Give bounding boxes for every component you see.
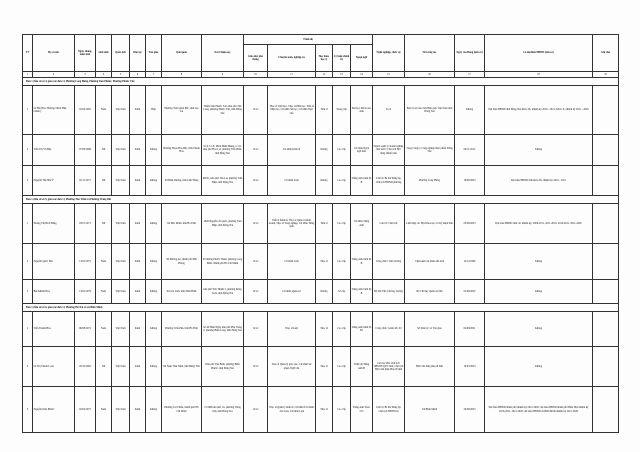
cell-ethnicity: Kinh bbox=[130, 347, 146, 387]
cell-prev-delegate: Không bbox=[485, 347, 593, 387]
cell-religion: Không bbox=[146, 387, 162, 433]
table-row bbox=[23, 347, 619, 387]
cell-tt: 3 bbox=[23, 166, 33, 196]
cell-tt: 1 bbox=[23, 86, 33, 135]
cell-name: Bùi Khánh Hòa bbox=[33, 280, 75, 304]
cell-religion: Không bbox=[146, 204, 162, 244]
col-gender: Giới tính bbox=[96, 35, 112, 72]
cell-gender: Nam bbox=[96, 280, 112, 304]
cell-dob: 13/05/1975 bbox=[75, 244, 96, 280]
col-dob: Ngày, tháng, năm sinh bbox=[75, 35, 96, 72]
cell-nationality: Việt Nam bbox=[112, 86, 130, 135]
cell-language: Cử nhân Tiếng Anh bbox=[351, 204, 373, 244]
cell-notes bbox=[593, 312, 619, 347]
cell-prev-delegate: Không bbox=[485, 244, 593, 280]
cell-general-edu: 12/12 bbox=[244, 312, 268, 347]
group-title-row bbox=[23, 78, 619, 86]
cell-name: Trần Thanh Hóa bbox=[33, 312, 75, 347]
cell-hometown: Phường Trấn Phú, tỉnh Hà Tĩnh bbox=[162, 312, 202, 347]
cell-tt: 2 bbox=[23, 244, 33, 280]
cell-general-edu: 12/12 bbox=[244, 244, 268, 280]
cell-religion: Không bbox=[146, 135, 162, 166]
cell-language: Tiếng Anh trình độ B bbox=[351, 280, 373, 304]
cell-ethnicity: Kinh bbox=[130, 166, 146, 196]
column-number: 8 bbox=[162, 72, 202, 78]
column-number: 1 bbox=[23, 72, 33, 78]
cell-professional: Tiến sĩ Kinh tế, Thạc sĩ Quản trị kinh doanh, Thạc sĩ Tổng nghiệp, Cử nhân Tiếng Anh bbox=[268, 204, 316, 244]
col-professional: Chuyên môn, nghiệp vụ bbox=[268, 45, 316, 72]
column-number: 14 bbox=[351, 72, 373, 78]
cell-workplace: Phường Long Hưng bbox=[405, 166, 455, 196]
cell-notes bbox=[593, 204, 619, 244]
cell-degree: Thạc sĩ bbox=[316, 244, 333, 280]
cell-ethnicity: Kinh bbox=[130, 387, 146, 433]
col-hometown: Quê quán bbox=[162, 35, 202, 72]
table-row bbox=[23, 312, 619, 347]
cell-professional: Thạc sĩ Luật bbox=[268, 312, 316, 347]
column-number: 13 bbox=[333, 72, 351, 78]
cell-workplace: Tổng Công ty Công nghiệp thực phẩm Đồng Nai bbox=[405, 135, 455, 166]
cell-occupation: Cán bộ/ Bí thư Đảng ủy, Chủ tịch HĐND xã bbox=[373, 387, 405, 433]
cell-degree: Thạc sĩ bbox=[316, 387, 333, 433]
cell-degree: Không bbox=[316, 135, 333, 166]
cell-residence: 48 đường Phước Thiện, phường Long Bình, thành phố Hồ Chí Minh bbox=[202, 244, 244, 280]
cell-dob: 16/04/1965 bbox=[75, 86, 96, 135]
cell-political: Cao cấp bbox=[333, 347, 351, 387]
cell-workplace: Ban trị sự Giáo hội Phật giáo Việt Nam tỉnh Đồng Nai bbox=[405, 86, 455, 135]
cell-occupation: Cán bộ/ Bí thư Đảng ủy, Chủ tịch HĐND phường bbox=[373, 166, 405, 196]
col-residence: Nơi ở hiện nay bbox=[202, 35, 244, 72]
cell-tt: 2 bbox=[23, 347, 33, 387]
cell-general-edu: 12/12 bbox=[244, 86, 268, 135]
cell-ethnicity: Kinh bbox=[130, 244, 146, 280]
cell-professional: Thạc sĩ Quản lý kinh tế, Cử nhân Tài chính - Kế toán, Cử nhân Luật bbox=[268, 387, 316, 433]
column-number: 19 bbox=[593, 72, 619, 78]
col-occupation: Nghề nghiệp, chức vụ bbox=[373, 35, 405, 72]
cell-notes bbox=[593, 135, 619, 166]
cell-general-edu: 12/12 bbox=[244, 280, 268, 304]
cell-name: Trần Thị Vũ Hậu bbox=[33, 135, 75, 166]
group-title: Đơn vị bầu cử số 6, gồm các đơn vị: Phường Hố Nai và xã Bình Minh bbox=[23, 304, 619, 312]
group-title-row bbox=[23, 304, 619, 312]
col-political: Lý luận chính trị bbox=[333, 45, 351, 72]
col-tt: TT bbox=[23, 35, 33, 72]
cell-residence: Số 46 Hàm Nghi, khu phố Phú Trung 2, phường Bình Long, tỉnh Đồng Nai bbox=[202, 312, 244, 347]
cell-nationality: Việt Nam bbox=[112, 312, 130, 347]
cell-political: Sơ cấp bbox=[333, 280, 351, 304]
column-number: 18 bbox=[485, 72, 593, 78]
cell-name: Hoàng Thị Bích Hằng bbox=[33, 204, 75, 244]
cell-degree: Thạc sĩ bbox=[316, 312, 333, 347]
cell-notes bbox=[593, 347, 619, 387]
group-title-row bbox=[23, 196, 619, 204]
column-number: 9 bbox=[202, 72, 244, 78]
cell-gender: Nữ bbox=[96, 166, 112, 196]
cell-language: Đại học Đài Loan, Anh bbox=[351, 86, 373, 135]
table-row bbox=[23, 244, 619, 280]
cell-notes bbox=[593, 280, 619, 304]
cell-general-edu: 12/12 bbox=[244, 387, 268, 433]
col-prev-delegate: Là đại biểu HĐND (nếu có) bbox=[485, 35, 593, 72]
cell-hometown: Xã Nam Thái Ninh, tỉnh Hưng Yên bbox=[162, 347, 202, 387]
cell-professional: Cử nhân Luật bbox=[268, 244, 316, 280]
cell-name: Nguyễn Thị Như Ý bbox=[33, 166, 75, 196]
cell-residence: 1828 Nguyễn Ái Quốc, phường Tam Hiệp, tỉnh Đồng Nai bbox=[202, 204, 244, 244]
cell-dob: 03/01/1971 bbox=[75, 204, 96, 244]
cell-gender: Nam bbox=[96, 86, 112, 135]
cell-hometown: Phường Hoan Hóa Bắc, tỉnh Thanh Hóa bbox=[162, 135, 202, 166]
col-degree: Học hàm, học vị bbox=[316, 45, 333, 72]
column-number: 12 bbox=[316, 72, 333, 78]
table-row bbox=[23, 166, 619, 196]
cell-professional: Cử nhân Kinh tế bbox=[268, 135, 316, 166]
cell-political: Cao cấp bbox=[333, 135, 351, 166]
column-number: 4 bbox=[96, 72, 112, 78]
cell-degree: Thạc sĩ bbox=[316, 347, 333, 387]
cell-dob: 02/11/1971 bbox=[75, 166, 96, 196]
cell-residence: khu phố Yên Thành 2, phường Đông Xoài, tỉnh Đồng Nai bbox=[202, 280, 244, 304]
cell-language: Tiếng Anh Toeic 515 bbox=[351, 387, 373, 433]
cell-nationality: Việt Nam bbox=[112, 204, 130, 244]
cell-party-date: 20/09/2003 bbox=[455, 387, 485, 433]
cell-language: Tiếng Anh trình độ B bbox=[351, 244, 373, 280]
cell-gender: Nam bbox=[96, 387, 112, 433]
cell-name: Nguyễn Kim Phước bbox=[33, 387, 75, 433]
column-number: 15 bbox=[373, 72, 405, 78]
cell-gender: Nữ bbox=[96, 347, 112, 387]
cell-ethnicity: Kinh bbox=[130, 204, 146, 244]
cell-party-date: 02/09/2002 bbox=[455, 280, 485, 304]
cell-religion: Phật bbox=[146, 86, 162, 135]
table-row bbox=[23, 204, 619, 244]
cell-professional: Cử nhân Luật bbox=[268, 166, 316, 196]
cell-general-edu: 12/12 bbox=[244, 347, 268, 387]
cell-general-edu: 12/12 bbox=[244, 135, 268, 166]
cell-hometown: Xã Đường An, thành phố Hải Phòng bbox=[162, 244, 202, 280]
cell-general-edu: 12/12 bbox=[244, 166, 268, 196]
cell-general-edu: 12/12 bbox=[244, 204, 268, 244]
cell-gender: Nữ bbox=[96, 135, 112, 166]
cell-workplace: Sở Dân tộc và Tôn giáo bbox=[405, 312, 455, 347]
cell-notes bbox=[593, 387, 619, 433]
col-party-date: Ngày vào Đảng (nếu có) bbox=[455, 35, 485, 72]
cell-ethnicity: Kinh bbox=[130, 135, 146, 166]
cell-workplace: Xã Bình Minh bbox=[405, 387, 455, 433]
cell-political: Cao cấp bbox=[333, 204, 351, 244]
col-general-edu: Giáo dục phổ thông bbox=[244, 45, 268, 72]
cell-political: Cao cấp bbox=[333, 244, 351, 280]
candidate-table bbox=[22, 34, 619, 433]
column-number: 5 bbox=[112, 72, 130, 78]
cell-party-date: 14/12/1999 bbox=[455, 244, 485, 280]
cell-religion: Không bbox=[146, 347, 162, 387]
col-notes: Ghi chú bbox=[593, 35, 619, 72]
cell-ethnicity: Kinh bbox=[130, 280, 146, 304]
cell-prev-delegate: Không bbox=[485, 135, 593, 166]
col-ethnicity: Dân tộc bbox=[130, 35, 146, 72]
col-name: Họ và tên bbox=[33, 35, 75, 72]
cell-prev-delegate: Không bbox=[485, 280, 593, 304]
cell-dob: 06/08/1972 bbox=[75, 312, 96, 347]
cell-gender: Nữ bbox=[96, 204, 112, 244]
column-number: 7 bbox=[146, 72, 162, 78]
cell-residence: Thiền viện Phước Sơn, khu phố Tân Cang, phường Phước Tân, tỉnh Đồng Nai bbox=[202, 86, 244, 135]
cell-nationality: Việt Nam bbox=[112, 280, 130, 304]
cell-party-date: 18/06/2003 bbox=[455, 166, 485, 196]
column-number: 2 bbox=[33, 72, 75, 78]
cell-residence: Số 9, Lô E, Phan Đình Phùng, tổ 16, khu phố Hòa Lợi, phường Trấn Biên, tỉnh Đồng Nai bbox=[202, 135, 244, 166]
cell-prev-delegate: Đại biểu HĐND thành phố nhiệm kỳ 2021-2026; đại biểu HĐND thành phố Biên Hòa nhiệm kỳ 2016-2021, 2021-2026; đại biểu HĐND xã Bình Minh nhiệm kỳ 2021-2026 bbox=[485, 387, 593, 433]
cell-occupation: Người quản lý doanh nghiệp nhà nước/ Chủ tịch Hội đồng thành viên bbox=[373, 135, 405, 166]
cell-hometown: Phường Tam Quan Bắc, tỉnh Gia Lai bbox=[162, 86, 202, 135]
table-row bbox=[23, 387, 619, 433]
cell-party-date: 03/06/2003 bbox=[455, 204, 485, 244]
table-row bbox=[23, 280, 619, 304]
cell-political: Cao cấp bbox=[333, 166, 351, 196]
column-number: 10 bbox=[244, 72, 268, 78]
cell-tt: 1 bbox=[23, 204, 33, 244]
cell-prev-delegate: Đại biểu HĐND tỉnh Đồng Nai Khóa IX, nhiệm kỳ 2016 - 2021; Khóa X, nhiệm kỳ 2021 - 2026 bbox=[485, 86, 593, 135]
col-workplace: Nơi công tác bbox=[405, 35, 455, 72]
cell-political: Cao cấp bbox=[333, 312, 351, 347]
cell-nationality: Việt Nam bbox=[112, 166, 130, 196]
cell-professional: Thạc sĩ Triết học, Thạc sĩ Phật học, Tiến sĩ Phật học, Cử nhân Sư học, Cử nhân Ngữ văn bbox=[268, 86, 316, 135]
cell-occupation: Cán bộ/ Phó Chủ tịch UBMTTQVN tỉnh; Chủ tịch Hội Liên hiệp Phụ nữ tỉnh bbox=[373, 347, 405, 387]
cell-name: Lê Hà (Hòa Thượng Thích Huệ Chiếu) bbox=[33, 86, 75, 135]
cell-prev-delegate: Đại biểu HĐND tỉnh các nhiệm kỳ: 2008-2011, 2011-2016, 2016-2021, 2021-2026 bbox=[485, 204, 593, 244]
cell-gender: Nam bbox=[96, 244, 112, 280]
cell-tt: 1 bbox=[23, 312, 33, 347]
cell-ethnicity: Kinh bbox=[130, 312, 146, 347]
cell-notes bbox=[593, 86, 619, 135]
cell-hometown: Xã Gia Lâm, tỉnh Ninh Bình bbox=[162, 280, 202, 304]
column-number: 17 bbox=[455, 72, 485, 78]
group-title: Đơn vị bầu cử số 5, gồm các đơn vị: Phường Tân Triều và Phường Trảng Dài bbox=[23, 196, 619, 204]
cell-occupation: Bộ đội/ Phó Chỉ huy trưởng bbox=[373, 280, 405, 304]
group-title: Đơn vị bầu cử số 4, gồm các đơn vị: Phường Long Hưng, Phường Tam Phước, Phường Phước Tân bbox=[23, 78, 619, 86]
cell-dob: 07/06/1986 bbox=[75, 135, 96, 166]
cell-nationality: Việt Nam bbox=[112, 347, 130, 387]
cell-gender: Nam bbox=[96, 312, 112, 347]
cell-language: Tiếng Anh trình độ B1 bbox=[351, 312, 373, 347]
column-number: 16 bbox=[405, 72, 455, 78]
cell-religion: Không bbox=[146, 312, 162, 347]
column-number: 3 bbox=[75, 72, 96, 78]
cell-political: Cao cấp bbox=[333, 387, 351, 433]
cell-tt: 3 bbox=[23, 387, 33, 433]
cell-workplace: Liên hiệp các Hội Khoa học và Kỹ thuật tỉnh bbox=[405, 204, 455, 244]
cell-residence: 15/26B khu phố 1A, phường Trảng Dài, tỉnh Đồng Nai bbox=[202, 387, 244, 433]
cell-party-date: Không bbox=[455, 86, 485, 135]
cell-language: Cử nhân Ngôn ngữ Anh bbox=[351, 135, 373, 166]
column-number: 11 bbox=[268, 72, 316, 78]
cell-workplace: Hội Liên hiệp phụ nữ tỉnh bbox=[405, 347, 455, 387]
cell-ethnicity: Kinh bbox=[130, 86, 146, 135]
cell-dob: 13/02/1979 bbox=[75, 280, 96, 304]
cell-religion: Không bbox=[146, 244, 162, 280]
cell-prev-delegate: Không bbox=[485, 312, 593, 347]
cell-occupation: Công chức/ Giám đốc Sở bbox=[373, 312, 405, 347]
cell-degree: Tiến sĩ bbox=[316, 86, 333, 135]
cell-hometown: Xã Bình Dương, tỉnh Lâm Đồng bbox=[162, 166, 202, 196]
col-language: Ngoại ngữ bbox=[351, 45, 373, 72]
table-row bbox=[23, 135, 619, 166]
cell-political: Trung cấp bbox=[333, 86, 351, 135]
cell-residence: Khu phố Tân Bình, phường Bình Phước, tỉnh Đồng Nai bbox=[202, 347, 244, 387]
cell-occupation: Công chức/ Viện trưởng bbox=[373, 244, 405, 280]
cell-dob: 02/04/1975 bbox=[75, 387, 96, 433]
cell-notes bbox=[593, 166, 619, 196]
cell-party-date: 06/11/2012 bbox=[455, 135, 485, 166]
cell-nationality: Việt Nam bbox=[112, 244, 130, 280]
table-row bbox=[23, 86, 619, 135]
col-education-group: Trình độ bbox=[244, 35, 373, 45]
cell-workplace: Viện kiểm sát nhân dân tỉnh bbox=[405, 244, 455, 280]
cell-name: Nguyễn Quốc Hào bbox=[33, 244, 75, 280]
cell-name: Lê Thị Thanh Loan bbox=[33, 347, 75, 387]
col-nationality: Quốc tịch bbox=[112, 35, 130, 72]
cell-occupation: Cán bộ/ Chủ tịch bbox=[373, 204, 405, 244]
cell-religion: Không bbox=[146, 280, 162, 304]
cell-nationality: Việt Nam bbox=[112, 135, 130, 166]
cell-professional: Cử nhân Quân sự bbox=[268, 280, 316, 304]
column-number: 6 bbox=[130, 72, 146, 78]
cell-language: Trình độ Tiếng Anh B bbox=[351, 347, 373, 387]
cell-party-date: 19/05/2003 bbox=[455, 347, 485, 387]
cell-workplace: Bộ Chỉ huy Quân sự tỉnh bbox=[405, 280, 455, 304]
header-row bbox=[23, 35, 619, 45]
cell-nationality: Việt Nam bbox=[112, 387, 130, 433]
cell-residence: K8/81, khu phố Tân Lại, phường Trấn Biên, tỉnh Đồng Nai bbox=[202, 166, 244, 196]
cell-notes bbox=[593, 244, 619, 280]
cell-hometown: Phường Lái Thiêu, thành phố Hồ Chí Minh bbox=[162, 387, 202, 433]
cell-tt: 2 bbox=[23, 135, 33, 166]
cell-occupation: Tu sĩ bbox=[373, 86, 405, 135]
cell-degree: Tiến sĩ bbox=[316, 204, 333, 244]
cell-dob: 20/10/1982 bbox=[75, 347, 96, 387]
cell-religion: Không bbox=[146, 166, 162, 196]
cell-hometown: Xã Đức Minh, tỉnh Hà Tĩnh bbox=[162, 204, 202, 244]
cell-language: Tiếng Anh trình độ B bbox=[351, 166, 373, 196]
cell-professional: Thạc sĩ Quản lý giáo dục, Cử nhân Sư phạm Ngữ văn bbox=[268, 347, 316, 387]
cell-degree: Không bbox=[316, 280, 333, 304]
col-religion: Tôn giáo bbox=[146, 35, 162, 72]
cell-party-date: 04/08/2001 bbox=[455, 312, 485, 347]
cell-tt: 3 bbox=[23, 280, 33, 304]
cell-degree: Không bbox=[316, 166, 333, 196]
cell-prev-delegate: Đại biểu HĐND tỉnh khóa IX, nhiệm kỳ 2016 - 2021 bbox=[485, 166, 593, 196]
